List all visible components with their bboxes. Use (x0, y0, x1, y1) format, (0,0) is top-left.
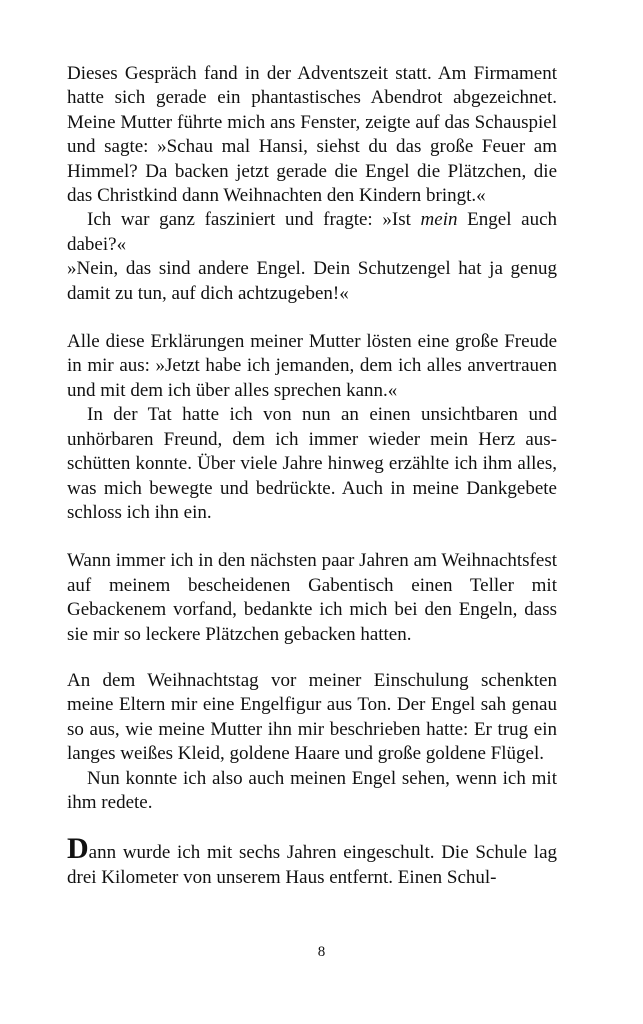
paragraph-guardian-angel-answer: »Nein, das sind andere Engel. Dein Schutzengel hat ja genug damit zu tun, auf dich achtzugeben!« (67, 258, 557, 304)
paragraph-my-angel-question (67, 208, 557, 257)
section-gap (67, 647, 557, 669)
paragraph-school-start (67, 832, 557, 890)
paragraph-joy: Alle diese Erklärungen meiner Mutter lösten eine große Freude in mir aus: »Jetzt habe ich jemanden, dem ich alles anvertrauen und mit dem ich über alles sprechen kann.« (67, 331, 557, 401)
paragraph-angel-figure: An dem Weihnachtstag vor meiner Einschulung schenkten meine Eltern mir eine Engelfigur aus Ton. Der Engel sah genau so aus, wie meine Mutter ihn mir beschrieben hatte: Er trug ein langes weißes Kleid, goldene Haare und große goldene Flügel. (67, 669, 557, 765)
question-text-end: Engel auch dabei?« (67, 209, 558, 255)
school-start-text: ann wurde ich mit sechs Jahren eingeschult. Die Schule lag drei Kilometer von unserem Haus entfernt. Einen Schul- (67, 842, 557, 888)
page-number: 8 (317, 944, 326, 960)
paragraph-advent-sunset: Dieses Gespräch fand in der Adventszeit statt. Am Firmament hatte sich gerade ein phantastisches Abendrot abgezeichnet. Meine Mutter führte mich ans Fenster, zeigte auf das Schauspiel und sagte: »Schau mal Hansi, siehst du das große Feuer am Himmel? Da backen jetzt gerade die Engel die Plätzchen, die das Christkind dann Weihnachten den Kindern bringt.« (67, 63, 557, 207)
emphasized-word: mein (420, 209, 458, 231)
book-page-text (67, 62, 557, 890)
question-text-start: Ich war ganz fasziniert und fragte: »Ist (87, 209, 421, 231)
drop-cap-letter: D (67, 832, 89, 866)
section-gap (67, 306, 557, 330)
paragraph-see-my-angel: Nun konnte ich also auch meinen Engel sehen, wenn ich mit ihm redete. (67, 767, 557, 813)
paragraph-invisible-friend: In der Tat hatte ich von nun an einen unsichtbaren und unhörbaren Freund, dem ich immer wieder mein Herz ausschütten konnte. Über viele Jahre hinweg erzählte ich ihm alles, was mich bewegte und bedrückte. Auch in meine Dankgebete schloss ich ihn ein. (67, 404, 557, 523)
section-gap (67, 525, 557, 549)
section-gap (67, 815, 557, 839)
paragraph-christmas-cookies: Wann immer ich in den nächsten paar Jahren am Weihnachtsfest auf meinem bescheidenen Gabentisch einen Teller mit Gebackenem vorfand, bedankte ich mich bei den Engeln, dass sie mir so leckere Plätzchen gebacken hatten. (67, 550, 557, 645)
